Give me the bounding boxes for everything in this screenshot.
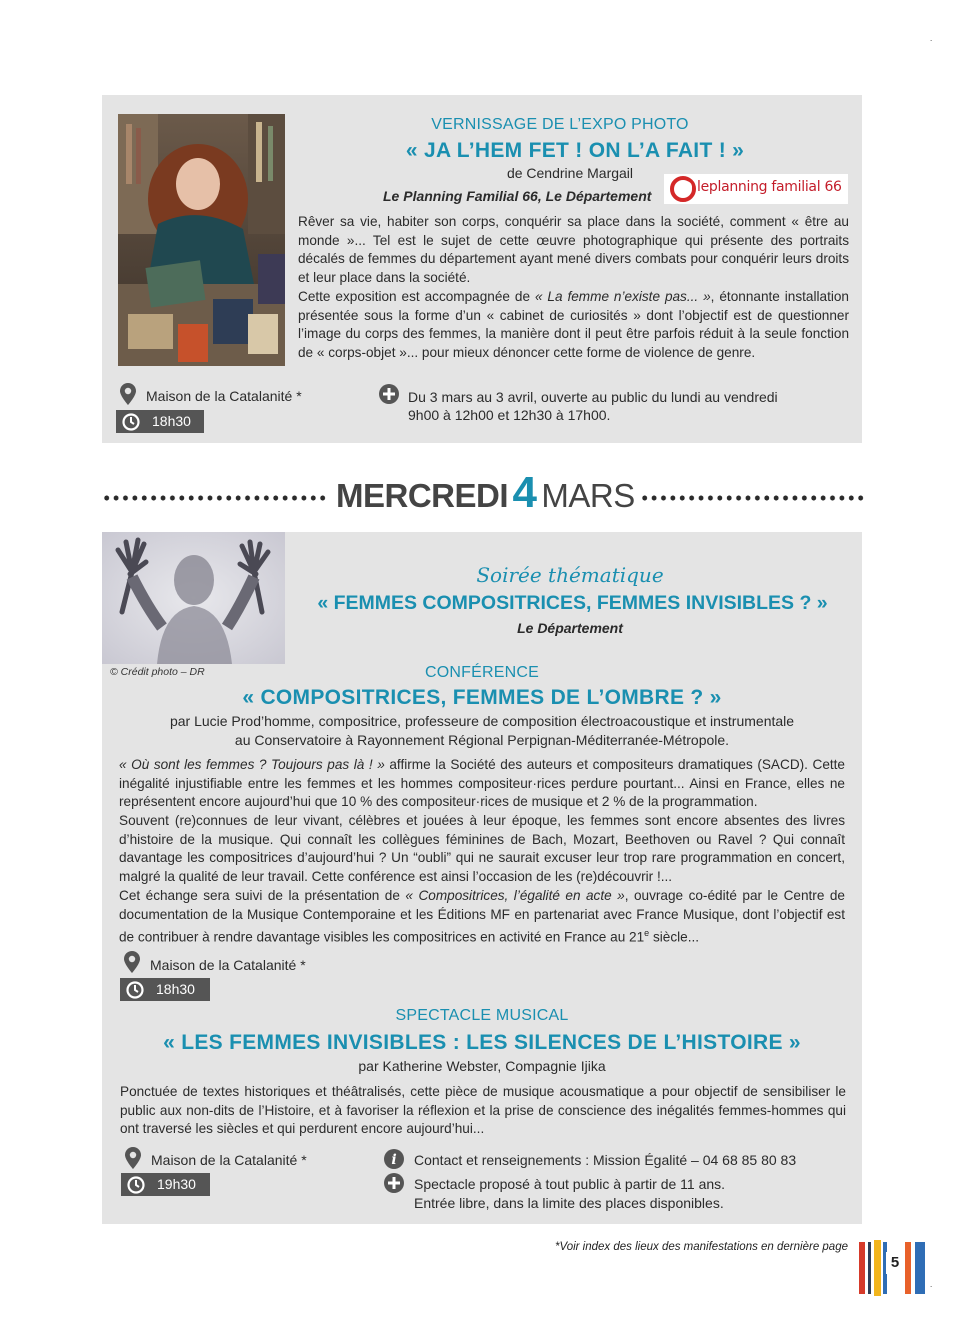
svg-text:i: i [391, 1152, 397, 1168]
page-stripes [859, 1240, 931, 1296]
stripe-red [859, 1242, 865, 1294]
corner-mark-top: . [930, 34, 933, 43]
expo-kicker: VERNISSAGE DE L’EXPO PHOTO [431, 116, 689, 133]
day-header-dots-left [102, 494, 326, 502]
conference-time: 18h30 [156, 981, 195, 997]
expo-info-line-1: Du 3 mars au 3 avril, ouverte au public du lundi au vendredi [408, 389, 778, 405]
expo-author: de Cendrine Margail [506, 165, 634, 181]
location-pin-icon [124, 951, 140, 973]
spectacle-time: 19h30 [157, 1176, 196, 1192]
stripe-dark [868, 1242, 871, 1294]
photo-credit: © Crédit photo – DR [110, 666, 205, 678]
spectacle-time-box [121, 1173, 210, 1196]
spectacle-title: « LES FEMMES INVISIBLES : LES SILENCES DE L’HISTOIRE » [163, 1031, 801, 1054]
conference-p3-after: , ouvrage co-édité par le Centre de documentation de la Musique Contemporaine et les Éditions MF en partenariat avec France Musique, dont l’objectif est de contribuer à rendre davantage visibles les compositrices en activité en France au 21 [119, 888, 845, 945]
stripe-orange [905, 1242, 911, 1294]
soiree-label: Soirée thématique [476, 563, 664, 587]
day-header [336, 468, 635, 518]
conference-p3-end: siècle... [649, 929, 700, 945]
plus-icon [378, 383, 400, 405]
conference-byline-2: au Conservatoire à Rayonnement Régional Perpignan-Méditerranée-Métropole. [234, 732, 730, 748]
conference-p3-before: Cet échange sera suivi de la présentation de [119, 888, 406, 903]
corner-mark-bottom: . [930, 1280, 933, 1289]
stripe-blue-2 [915, 1242, 925, 1294]
plus-icon [383, 1172, 405, 1194]
conference-paragraph-3 [119, 887, 845, 948]
expo-organizers: Le Planning Familial 66, Le Département [383, 188, 652, 204]
expo-time-box [116, 410, 204, 433]
location-pin-icon [120, 383, 136, 405]
location-pin-icon [125, 1147, 141, 1169]
silhouette-photo [102, 532, 285, 664]
conference-p3-italic: « Compositrices, l’égalité en acte » [405, 888, 625, 903]
expo-info-line-2: 9h00 à 12h00 et 12h30 à 17h00. [408, 407, 611, 423]
spectacle-paragraph: Ponctuée de textes historiques et théâtralisés, cette pièce de musique acousmatique a pour objectif de sensibiliser le public aux non-dits de l’Histoire, et à favoriser la réflexion et la prise de conscience des inégalités femmes-hommes qui ont traversé les siècles et qui perdurent encore aujourd’hui... [120, 1084, 846, 1137]
conference-byline-1: par Lucie Prod’homme, compositrice, professeure de composition électroacoustique et instrumentale [169, 713, 795, 729]
spectacle-place: Maison de la Catalanité * [151, 1152, 307, 1168]
conference-p1-italic: « Où sont les femmes ? Toujours pas là ! » [119, 757, 385, 772]
conference-paragraph-1 [119, 756, 845, 812]
conference-place: Maison de la Catalanité * [150, 957, 306, 973]
planning-familial-logo [664, 174, 848, 204]
expo-p2-after: , étonnante installation présentée sous la forme d’un « cabinet de curiosités » dont l’objectif est de questionner l’image du corps des femmes, la manière dont il peut être parfois réduit à la seule fonction de « corps-objet »... pour mieux dénoncer cette forme de violence de genre. [298, 289, 849, 361]
conference-kicker: CONFÉRENCE [424, 664, 539, 681]
soiree-title: « FEMMES COMPOSITRICES, FEMMES INVISIBLES ? » [317, 592, 828, 614]
clock-icon [126, 981, 144, 999]
expo-p2-before: Cette exposition est accompagnée de [298, 289, 535, 304]
expo-place: Maison de la Catalanité * [146, 388, 302, 404]
expo-time: 18h30 [152, 413, 191, 429]
expo-paragraph-1: Rêver sa vie, habiter son corps, conquérir sa place dans la société, comment « être au monde »... Tel est le sujet de cette œuvre photographique qui présente des portraits décalés de femmes du département ayant mené divers combats pour conquérir leurs droits et leur place dans la société. [298, 214, 849, 286]
info-icon [383, 1148, 405, 1170]
conference-time-box [120, 978, 210, 1001]
clock-icon [127, 1176, 145, 1194]
soiree-organizer: Le Département [517, 620, 623, 636]
logo-text: leplanning familial 66 [697, 179, 842, 195]
conference-title: « COMPOSITRICES, FEMMES DE L’OMBRE ? » [242, 686, 722, 709]
footer-note: *Voir index des lieux des manifestations en dernière page [554, 1241, 848, 1253]
day-header-dots-right [640, 494, 864, 502]
spectacle-kicker: SPECTACLE MUSICAL [395, 1007, 569, 1024]
expo-paragraph-2 [298, 288, 849, 363]
expo-portrait-photo [118, 114, 285, 366]
spectacle-contact: Contact et renseignements : Mission Égalité – 04 68 85 80 83 [414, 1152, 797, 1168]
spectacle-byline: par Katherine Webster, Compagnie Ijika [358, 1058, 606, 1074]
day-weekday: MERCREDI [336, 477, 509, 514]
stripe-yellow [874, 1240, 881, 1296]
spectacle-info-line-2: Entrée libre, dans la limite des places disponibles. [414, 1195, 724, 1211]
clock-icon [122, 413, 140, 431]
conference-p1-rest: affirme la Société des auteurs et compositeurs dramatiques (SACD). Cette inégalité injustifiable entre les femmes et les hommes compositeur·rices perdure pourtant... Ainsi en France, elles ne représentent encore aujourd’hui que 10 % des compositeur·rices de musique et 2 % de la programmation. [119, 757, 845, 810]
spectacle-info-line-1: Spectacle proposé à tout public à partir de 11 ans. [414, 1176, 726, 1192]
day-number: 4 [512, 468, 537, 517]
day-month: MARS [541, 477, 635, 514]
expo-title: « JA L’HEM FET ! ON L’A FAIT ! » [405, 139, 745, 162]
conference-p3-sup: e [644, 928, 650, 939]
page-number: 5 [890, 1254, 900, 1271]
expo-p2-italic: « La femme n’existe pas... » [534, 289, 711, 304]
conference-paragraph-2: Souvent (re)connues de leur vivant, célèbres et jouées à leur époque, les femmes sont encore absentes des livres d’histoire de la musique. Qui connaît les collègues féminines de Bach, Mozart, Beethoven ou Ravel ? Qui connaît davantage les compositrices d’aujourd’hui ? Un “oubli” qui ne saurait excuser leur trop rare programmation en concert, malgré la qualité de leur travail. Cette conférence est ainsi l’occasion de les (re)découvrir !... [119, 813, 845, 885]
